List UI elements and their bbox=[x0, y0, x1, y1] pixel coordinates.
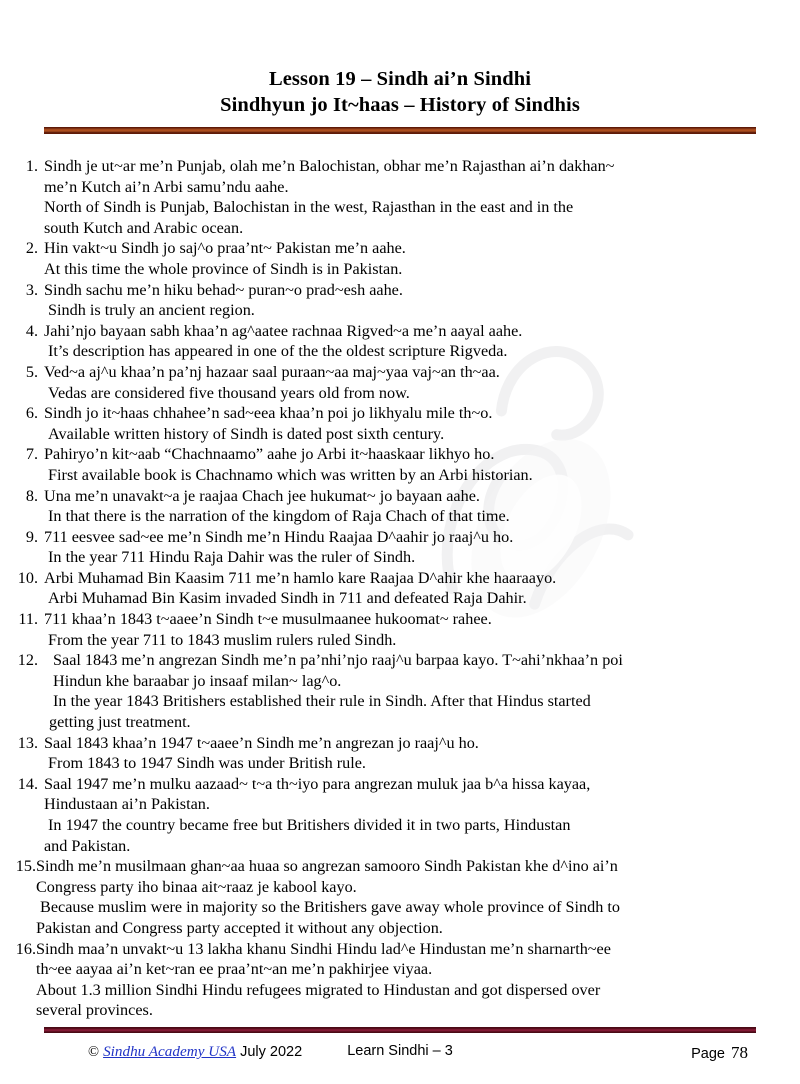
list-item-body bbox=[38, 280, 800, 321]
list-item-line: Vedas are considered five thousand years old from now. bbox=[44, 383, 410, 402]
copyright-symbol: © bbox=[88, 1044, 100, 1060]
list-item-line: It’s description has appeared in one of the the oldest scripture Rigveda. bbox=[44, 342, 508, 361]
list-item-number: 4. bbox=[25, 321, 38, 340]
page-footer bbox=[44, 1040, 756, 1070]
list-item bbox=[0, 568, 800, 609]
list-item-number: 11. bbox=[18, 610, 38, 629]
list-item-number: 10. bbox=[17, 568, 38, 587]
list-item-line: Sindh je ut~ar me’n Punjab, olah me’n Balochistan, obhar me’n Rajasthan ai’n dakhan~ bbox=[44, 157, 615, 175]
list-item-line: Hin vakt~u Sindh jo saj^o praa’nt~ Pakistan me’n aahe. bbox=[44, 239, 406, 258]
list-item-line: About 1.3 million Sindhi Hindu refugees migrated to Hindustan and got dispersed over bbox=[36, 980, 601, 999]
list-item-number: 9. bbox=[25, 527, 38, 546]
list-item-body bbox=[38, 321, 800, 362]
footer-book-title: Learn Sindhi – 3 bbox=[347, 1043, 453, 1059]
list-item bbox=[0, 527, 800, 568]
list-item-line: 711 khaa’n 1843 t~aaee’n Sindh t~e musulmaanee hukoomat~ rahee. bbox=[44, 610, 492, 629]
footer-date: July 2022 bbox=[240, 1044, 303, 1060]
list-item-line: Sindh is truly an ancient region. bbox=[44, 301, 255, 320]
list-item bbox=[0, 238, 800, 279]
list-item-body bbox=[38, 403, 800, 444]
list-item-line: First available book is Chachnamo which was written by an Arbi historian. bbox=[44, 465, 533, 484]
list-item-line: Arbi Muhamad Bin Kasim invaded Sindh in 711 and defeated Raja Dahir. bbox=[44, 589, 527, 608]
list-item-line: several provinces. bbox=[36, 1001, 153, 1020]
list-item-body bbox=[38, 238, 800, 279]
list-item-number: 7. bbox=[25, 445, 38, 464]
sindhu-academy-link[interactable]: Sindhu Academy USA bbox=[103, 1043, 237, 1060]
list-item-line: From 1843 to 1947 Sindh was under British rule. bbox=[44, 754, 366, 773]
footer-divider bbox=[44, 1027, 756, 1033]
list-item-line: Hindustaan ai’n Pakistan. bbox=[44, 795, 210, 814]
footer-page bbox=[691, 1043, 748, 1063]
list-item-body bbox=[38, 486, 800, 527]
list-item-line: 711 eesvee sad~ee me’n Sindh me’n Hindu Raajaa D^aahir jo raaj^u ho. bbox=[44, 527, 514, 546]
list-item bbox=[0, 403, 800, 444]
list-item-line: Hindun khe baraabar jo insaaf milan~ lag^o. bbox=[49, 671, 342, 690]
list-item-line: Sindh me’n musilmaan ghan~aa huaa so angrezan samooro Sindh Pakistan khe d^ino ai’n bbox=[36, 857, 618, 876]
list-item bbox=[0, 486, 800, 527]
page-number: 78 bbox=[731, 1043, 748, 1062]
list-item-body bbox=[38, 156, 800, 238]
list-item bbox=[0, 856, 800, 938]
list-item-number: 2. bbox=[25, 239, 38, 258]
list-item-line: Congress party iho binaa ait~raaz je kabool kayo. bbox=[36, 877, 357, 896]
list-item-number: 13. bbox=[17, 733, 38, 752]
list-item-number: 14. bbox=[17, 774, 38, 793]
list-item-body bbox=[38, 733, 800, 774]
list-item-line: Ved~a aj^u khaa’n pa’nj hazaar saal puraan~aa maj~yaa vaj~an th~aa. bbox=[44, 362, 500, 381]
list-item bbox=[0, 939, 800, 1021]
list-item-line: Because muslim were in majority so the Britishers gave away whole province of Sindh to bbox=[36, 898, 620, 917]
list-item-line: Sindh sachu me’n hiku behad~ puran~o prad~esh aahe. bbox=[44, 280, 403, 299]
list-item-line: th~ee aayaa ai’n ket~ran ee praa’nt~an me’n pakhirjee viyaa. bbox=[36, 960, 433, 979]
list-item-line: In the year 1843 Britishers established their rule in Sindh. After that Hindus started bbox=[49, 692, 591, 711]
list-item-body bbox=[38, 444, 800, 485]
list-item-line: south Kutch and Arabic ocean. bbox=[44, 218, 244, 237]
list-item bbox=[0, 774, 800, 856]
list-item-line: In 1947 the country became free but Britishers divided it in two parts, Hindustan bbox=[44, 816, 571, 834]
list-item-line: In that there is the narration of the kingdom of Raja Chach of that time. bbox=[44, 507, 510, 526]
list-item bbox=[0, 650, 800, 732]
list-item bbox=[0, 156, 800, 238]
list-item-number: 5. bbox=[25, 362, 38, 381]
list-item-line: Pakistan and Congress party accepted it without any objection. bbox=[36, 918, 443, 937]
list-item-line: Arbi Muhamad Bin Kaasim 711 me’n hamlo kare Raajaa D^ahir khe haaraayo. bbox=[44, 568, 557, 587]
list-item bbox=[0, 280, 800, 321]
list-item-line: North of Sindh is Punjab, Balochistan in the west, Rajasthan in the east and in the bbox=[44, 198, 574, 217]
list-item-line: Saal 1843 me’n angrezan Sindh me’n pa’nhi’njo raaj^u barpaa kayo. T~ahi’nkhaa’n poi bbox=[49, 651, 623, 670]
list-item-line: Sindh jo it~haas chhahee’n sad~eea khaa’n poi jo likhyalu mile th~o. bbox=[44, 404, 493, 423]
list-item-body bbox=[38, 568, 800, 609]
list-item bbox=[0, 609, 800, 650]
list-item-line: and Pakistan. bbox=[44, 836, 131, 855]
list-item-body bbox=[38, 527, 800, 568]
list-item-line: getting just treatment. bbox=[49, 713, 191, 732]
list-item-number: 1. bbox=[25, 157, 38, 175]
list-item-line: At this time the whole province of Sindh is in Pakistan. bbox=[44, 259, 403, 278]
list-item-line: In the year 711 Hindu Raja Dahir was the ruler of Sindh. bbox=[44, 548, 416, 567]
list-item-line: Saal 1843 khaa’n 1947 t~aaee’n Sindh me’n angrezan jo raaj^u ho. bbox=[44, 733, 479, 752]
list-item-body bbox=[38, 774, 800, 856]
header-divider bbox=[44, 127, 756, 134]
lesson-title-line-2: Sindhyun jo It~haas – History of Sindhis bbox=[220, 94, 580, 116]
list-item-line: From the year 711 to 1843 muslim rulers ruled Sindh. bbox=[44, 630, 397, 649]
list-item-body bbox=[38, 362, 800, 403]
list-item-line: Available written history of Sindh is dated post sixth century. bbox=[44, 424, 445, 443]
list-item-line: me’n Kutch ai’n Arbi samu’ndu aahe. bbox=[44, 177, 289, 196]
list-item bbox=[0, 321, 800, 362]
list-item-body bbox=[38, 650, 800, 732]
list-item bbox=[0, 362, 800, 403]
lesson-title-line-1: Lesson 19 – Sindh ai’n Sindhi bbox=[268, 68, 532, 90]
list-item-body bbox=[36, 939, 800, 1021]
list-item bbox=[0, 733, 800, 774]
list-item-body bbox=[38, 609, 800, 650]
list-item-line: Pahiryo’n kit~aab “Chachnaamo” aahe jo Arbi it~haaskaar likhyo ho. bbox=[44, 445, 495, 464]
list-item-number: 12. bbox=[17, 651, 38, 670]
page-label: Page bbox=[691, 1046, 725, 1062]
list-item bbox=[0, 444, 800, 485]
list-item-line: Sindh maa’n unvakt~u 13 lakha khanu Sindhi Hindu lad^e Hindustan me’n sharnarth~ee bbox=[36, 939, 611, 958]
list-item-number: 6. bbox=[25, 404, 38, 423]
list-item-number: 16. bbox=[15, 939, 36, 958]
list-item-line: Saal 1947 me’n mulku aazaad~ t~a th~iyo para angrezan muluk jaa b^a hissa kayaa, bbox=[44, 774, 591, 793]
lesson-list bbox=[0, 156, 800, 1021]
list-item-number: 8. bbox=[25, 486, 38, 505]
page-header bbox=[0, 66, 800, 118]
list-item-body bbox=[36, 856, 800, 938]
list-item-line: Jahi’njo bayaan sabh khaa’n ag^aatee rachnaa Rigved~a me’n aayal aahe. bbox=[44, 321, 523, 340]
list-item-number: 3. bbox=[25, 280, 38, 299]
list-item-number: 15. bbox=[15, 857, 36, 876]
list-item-line: Una me’n unavakt~a je raajaa Chach jee hukumat~ jo bayaan aahe. bbox=[44, 486, 480, 505]
